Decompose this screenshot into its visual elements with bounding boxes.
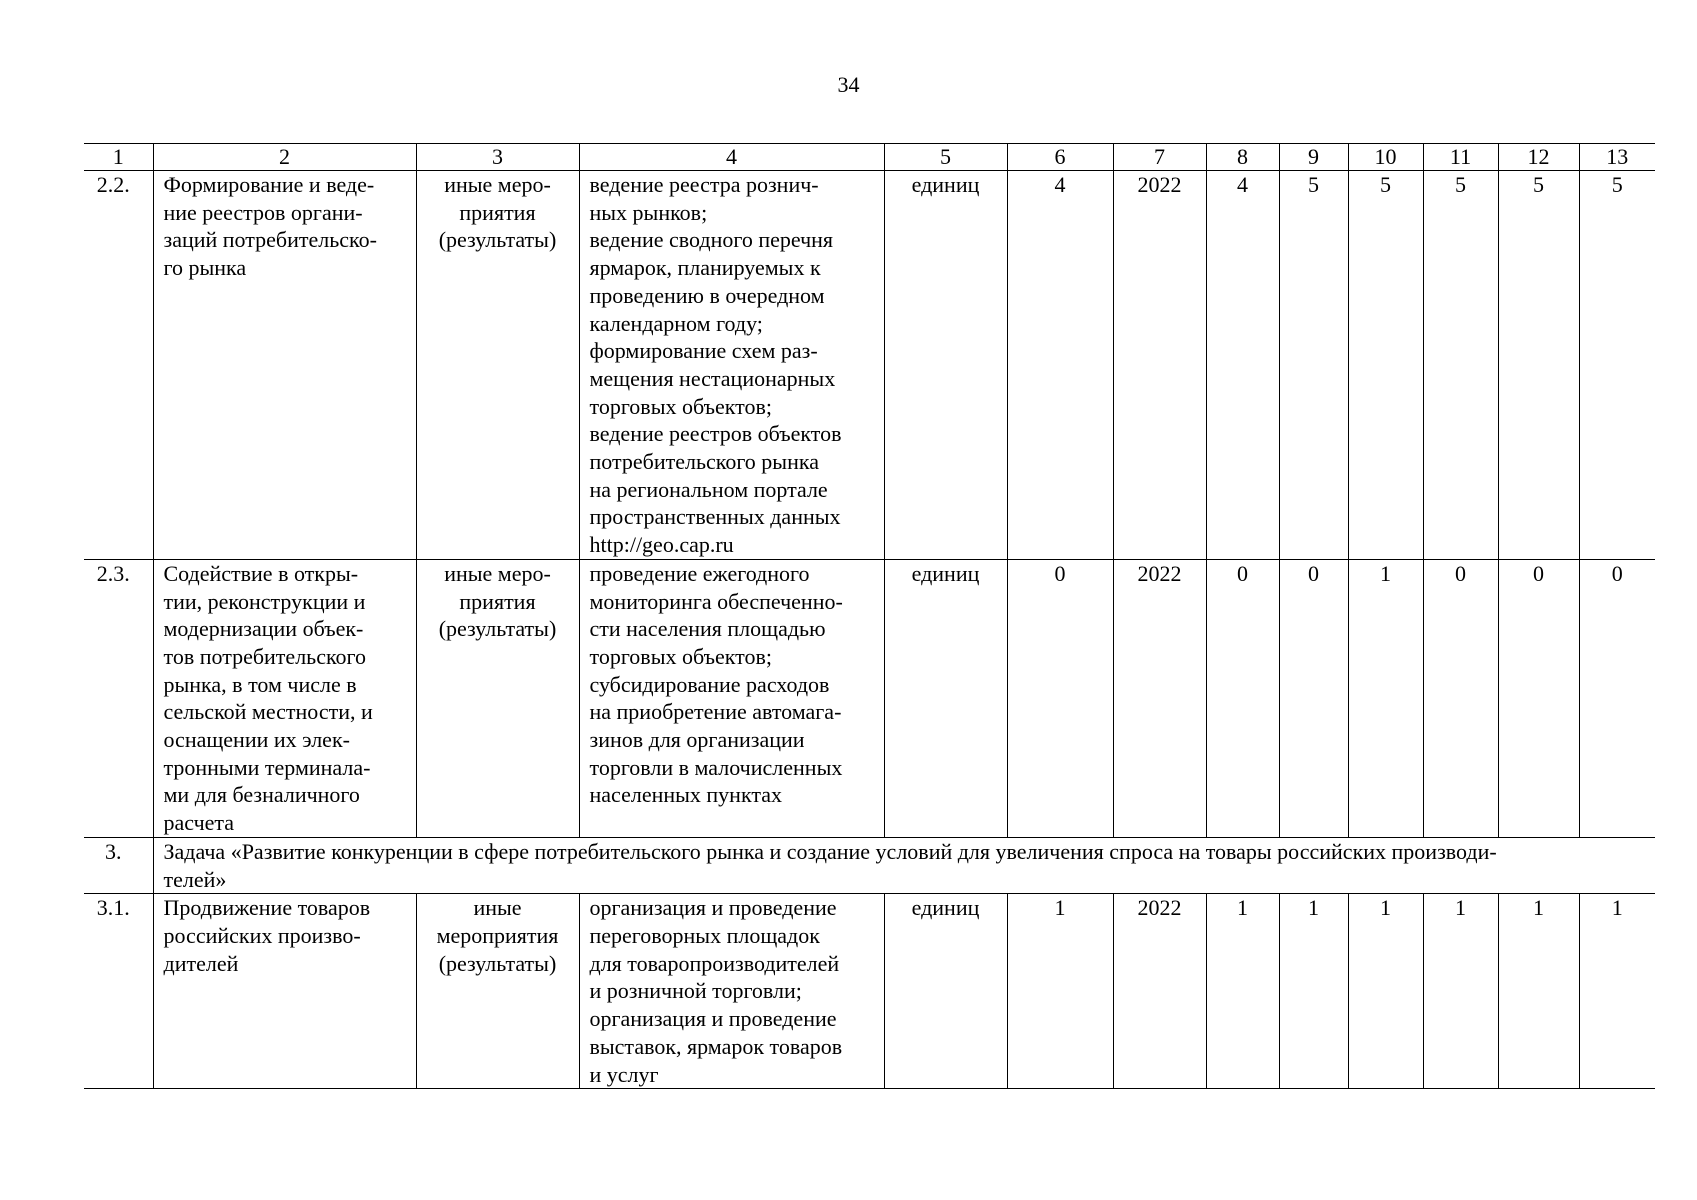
value-cell: 5 (1279, 171, 1348, 560)
row-number-cell: 3.1. (84, 894, 153, 1089)
name-line: модернизации объек- (163, 616, 364, 642)
type-line: (результаты) (438, 950, 557, 976)
value-cell: 1 (1498, 894, 1579, 1089)
description-line: сти населения площадью (589, 616, 826, 642)
description-line: мещения нестационарных (589, 365, 836, 391)
description-line: организация и проведение (589, 895, 837, 921)
table-row (84, 894, 1655, 1089)
value-cell: 0 (1423, 559, 1498, 837)
type-line: (результаты) (438, 616, 557, 642)
value-cell: 5 (1579, 171, 1655, 560)
value-cell: 1 (1348, 559, 1423, 837)
name-line: оснащении их элек- (163, 727, 350, 753)
task-line: телей» (163, 866, 227, 892)
task-line: Задача «Развитие конкуренции в сфере потребительского рынка и создание условий для увеличения спроса на товары российских производи- (163, 838, 1497, 864)
type-cell (416, 559, 579, 837)
header-cell: 10 (1348, 144, 1423, 171)
description-line: пространственных данных (589, 504, 841, 530)
name-line: тов потребительского (163, 643, 367, 669)
description-line: ярмарок, планируемых к (589, 255, 821, 281)
header-cell: 8 (1206, 144, 1279, 171)
header-cell: 6 (1007, 144, 1113, 171)
description-line: населенных пунктах (589, 782, 782, 808)
base-value-cell: 4 (1007, 171, 1113, 560)
table-row (84, 559, 1655, 837)
description-line: переговорных площадок (589, 922, 820, 948)
value-cell: 0 (1579, 559, 1655, 837)
base-year-cell: 2022 (1113, 171, 1206, 560)
header-cell: 12 (1498, 144, 1579, 171)
description-line: ведение реестра рознич- (589, 172, 819, 197)
value-cell: 1 (1579, 894, 1655, 1089)
name-line: го рынка (163, 255, 247, 281)
header-cell: 9 (1279, 144, 1348, 171)
description-line: и розничной торговли; (589, 978, 802, 1004)
value-cell: 5 (1423, 171, 1498, 560)
description-line: ведение реестров объектов (589, 421, 842, 447)
name-line: ми для безналичного (163, 782, 360, 808)
name-cell (153, 171, 416, 560)
name-line: рынка, в том числе в (163, 671, 357, 697)
base-value-cell: 1 (1007, 894, 1113, 1089)
type-line: мероприятия (436, 922, 559, 948)
description-line: торговых объектов; (589, 643, 772, 669)
description-line: проведению в очередном (589, 282, 825, 308)
description-line: на региональном портале (589, 476, 828, 502)
type-line: приятия (459, 199, 536, 225)
name-line: заций потребительско- (163, 227, 377, 253)
base-year-cell: 2022 (1113, 894, 1206, 1089)
header-cell: 13 (1579, 144, 1655, 171)
unit-cell: единиц (884, 171, 1007, 560)
header-cell: 5 (884, 144, 1007, 171)
indicators-table (84, 143, 1655, 1089)
description-line: потребительского рынка (589, 449, 819, 475)
type-cell (416, 171, 579, 560)
name-line: ние реестров органи- (163, 199, 363, 225)
type-line: иные меро- (444, 560, 551, 586)
value-cell: 5 (1498, 171, 1579, 560)
description-line: мониторинга обеспеченно- (589, 588, 843, 614)
row-number-cell: 2.2. (84, 171, 153, 560)
type-line: приятия (459, 588, 536, 614)
type-line: иные (473, 895, 522, 921)
header-cell: 4 (579, 144, 884, 171)
value-cell: 0 (1279, 559, 1348, 837)
value-cell: 1 (1348, 894, 1423, 1089)
header-row (84, 144, 1655, 171)
type-line: иные меро- (444, 172, 551, 197)
unit-cell: единиц (884, 559, 1007, 837)
value-cell: 0 (1206, 559, 1279, 837)
header-cell: 7 (1113, 144, 1206, 171)
description-line: торговли в малочисленных (589, 754, 843, 780)
description-cell (579, 171, 884, 560)
description-line: ведение сводного перечня (589, 227, 834, 253)
description-line: зинов для организации (589, 727, 805, 753)
description-line: организация и проведение (589, 1006, 837, 1032)
type-line: (результаты) (438, 227, 557, 253)
row-number-cell: 3. (84, 837, 153, 893)
description-line: проведение ежегодного (589, 560, 810, 586)
name-cell (153, 894, 416, 1089)
value-cell: 1 (1423, 894, 1498, 1089)
header-cell: 1 (84, 144, 153, 171)
description-line: выставок, ярмарок товаров (589, 1033, 843, 1059)
name-cell (153, 559, 416, 837)
value-cell: 5 (1348, 171, 1423, 560)
value-cell: 1 (1206, 894, 1279, 1089)
description-cell (579, 559, 884, 837)
type-cell (416, 894, 579, 1089)
base-year-cell: 2022 (1113, 559, 1206, 837)
description-line: календарном году; (589, 310, 763, 336)
task-cell (153, 837, 1655, 893)
unit-cell: единиц (884, 894, 1007, 1089)
description-line: на приобретение автомага- (589, 699, 842, 725)
row-number-cell: 2.3. (84, 559, 153, 837)
description-line: субсидирование расходов (589, 671, 830, 697)
page-number: 34 (837, 72, 860, 97)
description-line: и услуг (589, 1061, 659, 1087)
task-row (84, 837, 1655, 893)
value-cell: 0 (1498, 559, 1579, 837)
description-line: для товаропроизводителей (589, 950, 840, 976)
name-line: Содействие в откры- (163, 560, 359, 586)
name-line: расчета (163, 810, 235, 836)
description-line: формирование схем раз- (589, 338, 818, 364)
value-cell: 1 (1279, 894, 1348, 1089)
name-line: Продвижение товаров (163, 895, 371, 921)
description-line: ных рынков; (589, 199, 708, 225)
header-cell: 3 (416, 144, 579, 171)
description-line: http://geo.cap.ru (589, 532, 734, 558)
header-cell: 2 (153, 144, 416, 171)
name-line: сельской местности, и (163, 699, 373, 725)
description-line: торговых объектов; (589, 393, 772, 419)
name-line: российских произво- (163, 922, 361, 948)
name-line: тии, реконструкции и (163, 588, 366, 614)
header-cell: 11 (1423, 144, 1498, 171)
table-row (84, 171, 1655, 560)
name-line: тронными терминала- (163, 754, 371, 780)
name-line: дителей (163, 950, 239, 976)
description-cell (579, 894, 884, 1089)
value-cell: 4 (1206, 171, 1279, 560)
base-value-cell: 0 (1007, 559, 1113, 837)
name-line: Формирование и веде- (163, 172, 375, 197)
